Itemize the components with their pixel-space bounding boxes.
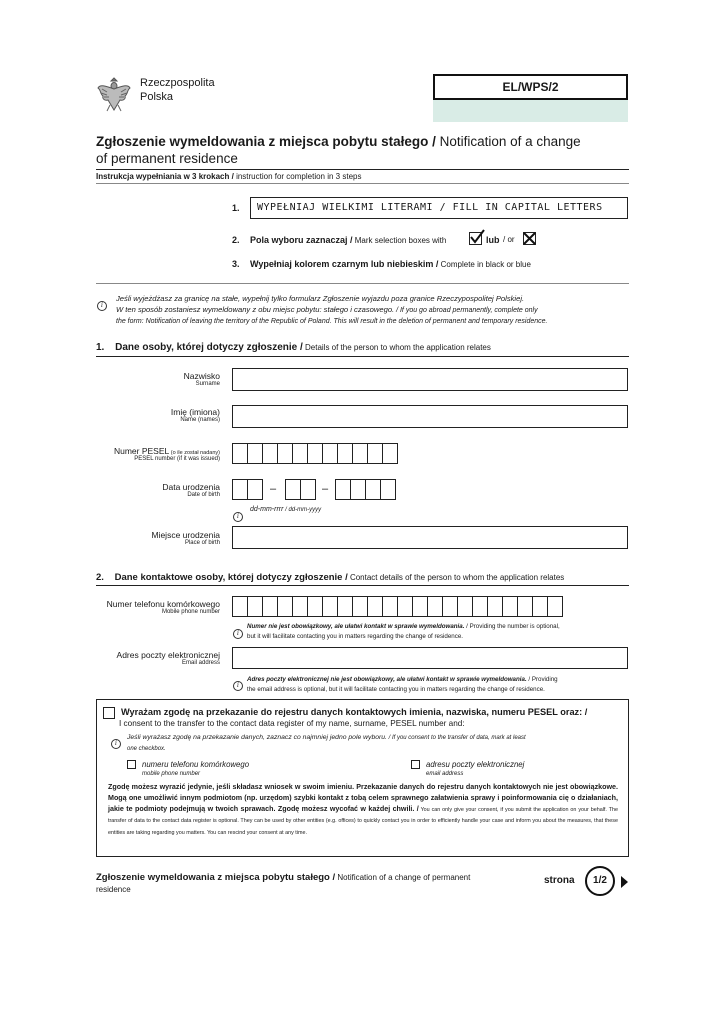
consent-title-pl: Wyrażam zgodę na przekazanie do rejestru danych kontaktowych imienia, nazwiska, numeru PESEL oraz: / [121, 707, 588, 717]
divider [96, 585, 629, 586]
phone-digit[interactable] [472, 596, 488, 617]
phone-digit[interactable] [397, 596, 413, 617]
phone-digit[interactable] [412, 596, 428, 617]
phone-digit[interactable] [352, 596, 368, 617]
phone-digit[interactable] [337, 596, 353, 617]
dob-year-field[interactable] [335, 479, 396, 500]
pesel-digit[interactable] [337, 443, 353, 464]
consent-phone-checkbox[interactable] [127, 760, 136, 769]
dob-digit[interactable] [365, 479, 381, 500]
footer-title-en-1: Notification of a change of permanent [335, 873, 471, 882]
page-label: strona [544, 875, 575, 886]
dob-label-pl: Data urodzenia [162, 482, 220, 492]
dob-hint [250, 506, 321, 513]
dob-hint-pl: dd-mm-rrrr [250, 506, 284, 513]
dob-label [162, 482, 220, 498]
pesel-digit[interactable] [262, 443, 278, 464]
info-icon: i [111, 732, 121, 750]
page-title [96, 133, 656, 167]
pesel-digit[interactable] [322, 443, 338, 464]
notice-text [116, 293, 631, 327]
phone-digit[interactable] [367, 596, 383, 617]
pob-label-pl: Miejsce urodzenia [151, 530, 220, 540]
dob-digit[interactable] [300, 479, 316, 500]
info-icon: i [233, 674, 243, 692]
surname-label [184, 371, 220, 387]
phone-label [107, 599, 220, 615]
consent-body [108, 782, 618, 839]
footer-title-pl: Zgłoszenie wymeldowania z miejsca pobytu stałego / [96, 872, 336, 883]
notice-line-3: the form: Notification of leaving the territory of the Republic of Poland. This will result in the deletion of permanent and temporary residence. [116, 318, 548, 325]
consent-hint-en-1: / If you consent to the transfer of data, mark at least [386, 735, 526, 741]
form-code: EL/WPS/2 [433, 74, 628, 100]
checkmark-icon [469, 232, 482, 245]
pesel-digit[interactable] [307, 443, 323, 464]
phone-digit[interactable] [232, 596, 248, 617]
pesel-label-pl: Numer PESEL [113, 446, 170, 456]
dob-separator: – [270, 483, 277, 495]
next-page-arrow-icon[interactable] [621, 875, 629, 893]
surname-label-en: Surname [195, 381, 220, 387]
phone-field[interactable] [232, 596, 563, 617]
notice-line-1: Jeśli wyjeżdżasz za granicę na stałe, wypełnij tylko formularz Zgłoszenie wyjazdu poza granice Rzeczypospolitej Polskiej. [116, 294, 525, 303]
divider [96, 169, 629, 170]
consent-email-option [426, 759, 524, 778]
step2-or: / or [503, 235, 515, 244]
pesel-digit[interactable] [382, 443, 398, 464]
email-note-pl: Adres poczty elektronicznej nie jest obowiązkowy, ale ułatwi kontakt w sprawie wymeldowania. [247, 676, 527, 683]
pesel-label-en: PESEL number (if it was issued) [134, 456, 220, 462]
phone-digit[interactable] [322, 596, 338, 617]
section1-title-en: Details of the person to whom the application relates [302, 343, 491, 352]
title-pl: Zgłoszenie wymeldowania z miejsca pobytu stałego / [96, 134, 436, 149]
notice-line-2-pl: W ten sposób zostaniesz wymeldowany z obu miejsc pobytu: stałego i czasowego. [116, 305, 395, 314]
dob-digit[interactable] [247, 479, 263, 500]
dob-digit[interactable] [232, 479, 248, 500]
step3-text [250, 259, 531, 269]
step2-lub: lub [486, 235, 500, 245]
pesel-digit[interactable] [247, 443, 263, 464]
email-label [117, 650, 220, 666]
step2-text [250, 235, 446, 245]
divider [96, 356, 629, 357]
footer-title [96, 872, 526, 896]
country-line-2: Polska [140, 91, 174, 103]
phone-note-pl: Numer nie jest obowiązkowy, ale ułatwi kontakt w sprawie wymeldowania. [247, 623, 465, 630]
phone-note-en-2: but it will facilitate contacting you in matters regarding the change of residence. [247, 632, 463, 640]
section2-number: 2. [96, 572, 104, 583]
phone-digit[interactable] [532, 596, 548, 617]
names-label [171, 407, 220, 423]
phone-label-en: Mobile phone number [161, 609, 220, 615]
section1-number: 1. [96, 342, 105, 353]
phone-digit[interactable] [247, 596, 263, 617]
info-icon: i [233, 505, 243, 523]
phone-digit[interactable] [292, 596, 308, 617]
pesel-digit[interactable] [292, 443, 308, 464]
dob-digit[interactable] [335, 479, 351, 500]
email-label-pl: Adres poczty elektronicznej [116, 650, 220, 660]
step1-number: 1. [232, 203, 240, 213]
pesel-digit[interactable] [232, 443, 248, 464]
pob-label-en: Place of birth [184, 540, 220, 546]
consent-body-en: You can only give your consent, if you submit the application on your behalf. The transfer of data to the contact data register is optional. They can be used by other entities (e.g. offices) to quickly contact you in order to efficiently handle your case and inform you about the measures, that these entities are taking regarding you matters. You can rescind your consent at any time. [108, 806, 618, 837]
divider [96, 183, 629, 184]
step1-capital-letters: WYPEŁNIAJ WIELKIMI LITERAMI / FILL IN CAPITAL LETTERS [250, 197, 628, 219]
form-code-box [433, 74, 628, 122]
info-icon: i [97, 294, 107, 312]
section1-heading [96, 342, 491, 353]
phone-digit[interactable] [382, 596, 398, 617]
instructions-heading [96, 172, 361, 181]
pesel-digit[interactable] [277, 443, 293, 464]
dob-month-field[interactable] [285, 479, 316, 500]
dob-digit[interactable] [380, 479, 396, 500]
info-icon: i [233, 622, 243, 640]
phone-digit[interactable] [427, 596, 443, 617]
dob-digit[interactable] [350, 479, 366, 500]
email-note [247, 675, 632, 694]
step2-en: Mark selection boxes with [352, 236, 447, 245]
names-field[interactable] [232, 405, 628, 428]
dob-day-field[interactable] [232, 479, 263, 500]
consent-phone-option [142, 759, 249, 778]
consent-email-checkbox[interactable] [411, 760, 420, 769]
consent-title-en: I consent to the transfer to the contact data register of my name, surname, PESEL number and: [119, 719, 465, 728]
divider [96, 283, 629, 284]
step2-number: 2. [232, 235, 240, 245]
dob-separator: – [322, 483, 329, 495]
surname-label-pl: Nazwisko [183, 371, 220, 381]
email-label-en: Email address [181, 660, 220, 666]
phone-digit[interactable] [457, 596, 473, 617]
footer-title-en-2: residence [96, 885, 131, 894]
consent-hint [127, 733, 625, 754]
consent-body-pl: Zgodę możesz wyrazić jedynie, jeśli składasz wniosek w swoim imieniu. Przekazanie danych do rejestru danych kontaktowych nie jest obowiązkowe. Mogą one umożliwić innym podmiotom (np. urzędom) szybki kontakt z tobą celem sprawnego załatwienia sprawy i poinformowania cię o działaniach, jakie te podmioty podejmują w twoich sprawach. Zgodę możesz wycofać w każdej chwili. / [108, 783, 618, 813]
cross-icon [523, 232, 536, 245]
phone-digit[interactable] [277, 596, 293, 617]
phone-note-en-1: / Providing the number is optional, [464, 623, 560, 630]
title-en-1: Notification of a change [435, 134, 581, 149]
pob-label [151, 530, 220, 546]
consent-hint-pl: Jeśli wyrażasz zgodę na przekazanie danych, zaznacz co najmniej jedno pole wyboru. [127, 734, 387, 741]
section1-title-pl: Dane osoby, której dotyczy zgłoszenie / [115, 342, 303, 353]
country-name [140, 76, 215, 104]
dob-hint-en: / dd-mm-yyyy [283, 507, 322, 513]
dob-digit[interactable] [285, 479, 301, 500]
instructions-heading-en: instruction for completion in 3 steps [233, 172, 362, 181]
eagle-emblem-icon [96, 74, 132, 114]
phone-note [247, 622, 632, 641]
consent-hint-en-2: one checkbox. [127, 745, 166, 752]
step3-en: Complete in black or blue [438, 260, 531, 269]
phone-digit[interactable] [262, 596, 278, 617]
section2-heading [96, 572, 564, 583]
pesel-digit[interactable] [352, 443, 368, 464]
phone-digit[interactable] [442, 596, 458, 617]
pesel-label [114, 446, 220, 462]
email-note-en-2: the email address is optional, but it will facilitate contacting you in matters regarding the change of residence. [247, 685, 545, 693]
step2-pl: Pola wyboru zaznaczaj / [250, 235, 353, 245]
surname-field[interactable] [232, 368, 628, 391]
step3-pl: Wypełniaj kolorem czarnym lub niebieskim / [250, 259, 439, 269]
pesel-field[interactable] [232, 443, 398, 464]
pesel-label-note: (o ile został nadany) [169, 450, 220, 456]
dob-label-en: Date of birth [187, 492, 220, 498]
title-en-2: of permanent residence [96, 151, 238, 166]
phone-digit[interactable] [487, 596, 503, 617]
consent-phone-pl: numeru telefonu komórkowego [142, 760, 250, 769]
consent-email-en: email address [426, 771, 464, 777]
phone-digit[interactable] [547, 596, 563, 617]
consent-checkbox[interactable] [103, 707, 115, 719]
section2-title-en: Contact details of the person to whom the application relates [347, 573, 565, 582]
phone-digit[interactable] [307, 596, 323, 617]
email-note-en-1: / Providing [526, 676, 558, 683]
notice-line-2-en: / If you go abroad permanently, complete only [394, 307, 538, 314]
phone-label-pl: Numer telefonu komórkowego [106, 599, 220, 609]
names-label-pl: Imię (imiona) [170, 407, 220, 417]
consent-email-pl: adresu poczty elektronicznej [426, 760, 525, 769]
phone-digit[interactable] [517, 596, 533, 617]
pesel-digit[interactable] [367, 443, 383, 464]
consent-phone-en: mobile phone number [142, 771, 201, 777]
email-field[interactable] [232, 647, 628, 669]
phone-digit[interactable] [502, 596, 518, 617]
names-label-en: Name (names) [180, 417, 220, 423]
step3-number: 3. [232, 259, 240, 269]
country-line-1: Rzeczpospolita [140, 77, 215, 89]
pob-field[interactable] [232, 526, 628, 549]
instructions-heading-pl: Instrukcja wypełniania w 3 krokach / [96, 172, 234, 181]
section2-title-pl: Dane kontaktowe osoby, której dotyczy zgłoszenie / [114, 572, 348, 583]
page-number: 1/2 [585, 866, 615, 896]
